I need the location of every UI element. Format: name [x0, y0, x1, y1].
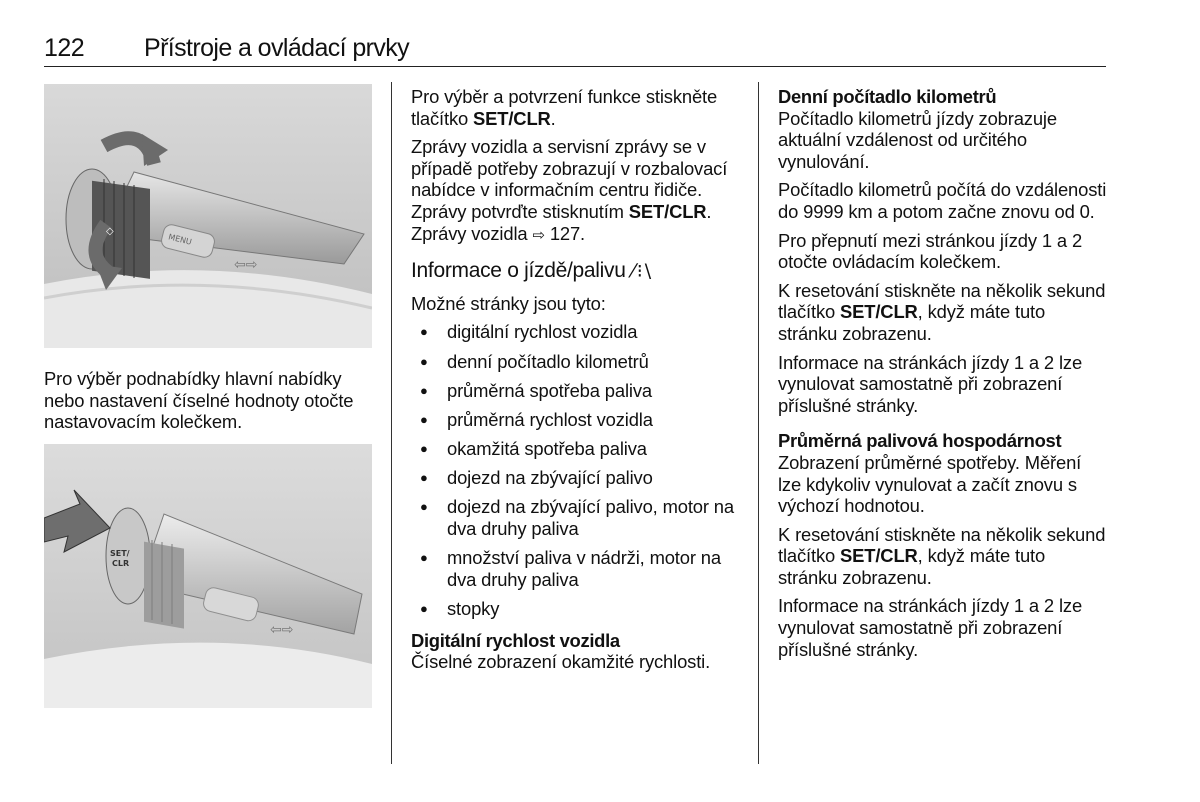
- paragraph-select-confirm: Pro výběr a potvrzení funkce stiskněte tlačítko SET/CLR.: [411, 86, 718, 129]
- column-divider-left: [391, 82, 392, 764]
- trip-paragraph-2: Počítadlo kilometrů počítá do vzdálenosti do 9999 km a potom začne znovu od 0.: [778, 179, 1107, 222]
- list-item: ● dojezd na zbývající palivo, motor na dva druhy paliva: [411, 496, 743, 539]
- list-intro: Možné stránky jsou tyto:: [411, 292, 606, 314]
- fuel-economy-heading: Průměrná palivová hospodárnost: [778, 430, 1062, 452]
- list-item: ● digitální rychlost vozidla: [411, 321, 743, 343]
- lever-menu-text: MENU: [167, 232, 193, 247]
- list-item: ● denní počítadlo kilometrů: [411, 351, 743, 373]
- list-item: ● průměrná rychlost vozidla: [411, 409, 743, 431]
- svg-text:⇦⇨: ⇦⇨: [270, 622, 294, 638]
- lever-clr-text: CLR: [112, 559, 130, 568]
- pages-list: [411, 321, 743, 619]
- right-column: [778, 86, 1108, 667]
- middle-column: [411, 86, 743, 680]
- lever-set-clr-image: [44, 444, 372, 708]
- trip-paragraph-1: Počítadlo kilometrů jízdy zobrazuje aktuální vzdálenost od určitého vynulování.: [778, 107, 1057, 172]
- list-item: ● dojezd na zbývající palivo: [411, 467, 743, 489]
- image-caption: Pro výběr podnabídky hlavní nabídky nebo nastavení číselné hodnoty otočte nastavovacím kolečkem.: [44, 368, 354, 433]
- paragraph-vehicle-messages: Zprávy vozidla a servisní zprávy se v případě potřeby zobrazují v rozbalovací nabídce v informačním centru řidiče. Zprávy potvrďte stisknutím SET/CLR. Zprávy vozidla ⇨ 127.: [411, 136, 728, 244]
- list-item: ● okamžitá spotřeba paliva: [411, 438, 743, 460]
- lever-set-text: SET/: [110, 549, 130, 558]
- economy-paragraph-3: Informace na stránkách jízdy 1 a 2 lze vynulovat samostatně při zobrazení příslušné stránky.: [778, 595, 1083, 660]
- list-item: ● stopky: [411, 598, 743, 620]
- page-number: 122: [44, 34, 85, 62]
- trip-paragraph-5: Informace na stránkách jízdy 1 a 2 lze vynulovat samostatně při zobrazení příslušné stránky.: [778, 351, 1083, 416]
- trip-odometer-heading: Denní počítadlo kilometrů: [778, 86, 997, 107]
- column-divider-right: [758, 82, 759, 764]
- economy-paragraph-1: Zobrazení průměrné spotřeby. Měření lze kdykoliv vynulovat a začít znovu s výchozí hodnotou.: [778, 451, 1082, 517]
- page-reference-icon: ⇨: [532, 225, 545, 244]
- trip-fuel-icon: ⁄⁝\: [631, 260, 654, 283]
- svg-text:◇: ◇: [106, 226, 114, 237]
- chapter-title: Přístroje a ovládací prvky: [144, 34, 410, 62]
- digital-speed-text: Číselné zobrazení okamžité rychlosti.: [411, 651, 711, 673]
- economy-paragraph-2: K resetování stiskněte na několik sekund tlačítko SET/CLR, když máte tuto stránku zobrazenu.: [778, 523, 1106, 588]
- svg-text:⇦⇨: ⇦⇨: [234, 257, 258, 273]
- section-title: Informace o jízdě/palivu ⁄⁝\: [411, 259, 654, 283]
- lever-wheel-image: [44, 84, 372, 348]
- trip-paragraph-4: K resetování stiskněte na několik sekund tlačítko SET/CLR, když máte tuto stránku zobrazenu.: [778, 279, 1106, 344]
- digital-speed-heading: Digitální rychlost vozidla: [411, 629, 620, 651]
- list-item: ● množství paliva v nádrži, motor na dva druhy paliva: [411, 547, 743, 590]
- list-item: ● průměrná spotřeba paliva: [411, 380, 743, 402]
- page-reference: 127.: [544, 222, 586, 244]
- page-header: [44, 32, 1106, 67]
- trip-paragraph-3: Pro přepnutí mezi stránkou jízdy 1 a 2 otočte ovládacím kolečkem.: [778, 229, 1083, 273]
